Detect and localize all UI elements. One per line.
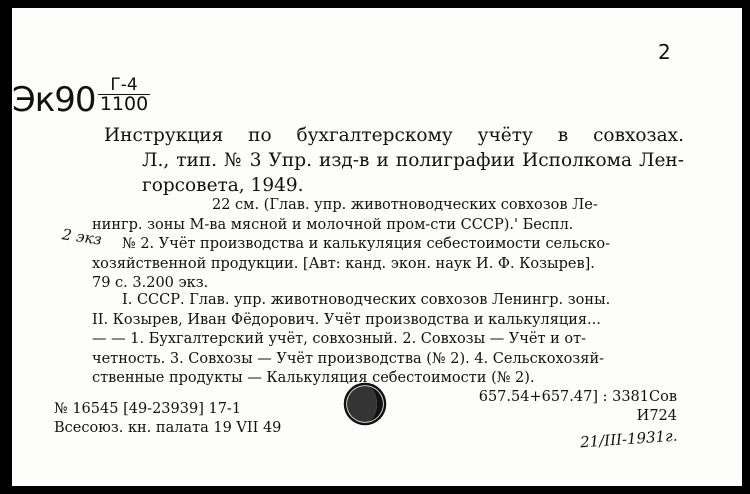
title-line-3: горсовета, 1949.: [142, 175, 304, 196]
shelfmark: [12, 75, 149, 120]
corner-mark: 2: [658, 40, 671, 64]
shelfmark-fraction-top: Г-4: [98, 76, 150, 95]
subject-headings: [92, 291, 678, 389]
description-line: № 2. Учёт производства и калькуляция себестоимости сельско-: [122, 236, 611, 252]
title-line-2: Л., тип. № 3 Упр. изд-в и полиграфии Исполкома Лен-: [142, 150, 684, 171]
subject-line: I. СССР. Глав. упр. животноводческих совхозов Ленингр. зоны.: [122, 292, 611, 308]
description-block: [92, 196, 678, 294]
subject-line: — — 1. Бухгалтерский учёт, совхозный. 2. Совхозы — Учёт и от-: [92, 331, 587, 347]
description-line: хозяйственной продукции. [Авт: канд. экон. наук И. Ф. Козырев].: [92, 255, 595, 272]
registration-number: № 16545 [49-23939] 17-1: [54, 401, 242, 417]
subject-line: II. Козырев, Иван Фёдорович. Учёт производства и калькуляция...: [92, 311, 601, 328]
chamber-date: Всесоюз. кн. палата 19 VII 49: [54, 420, 282, 436]
author-mark: И724: [636, 408, 677, 424]
description-line: 79 с. 3.200 экз.: [92, 275, 209, 291]
catalog-card: [12, 8, 742, 486]
classification-code: 657.54+657.47] : 3381Сов: [478, 389, 677, 405]
chamber-stamp-icon: [342, 381, 388, 427]
handwritten-note: 2 экз: [60, 225, 103, 249]
bottom-handwriting: 21/III-1931г.: [579, 426, 679, 452]
subject-line: ственные продукты — Калькуляция себестоимости (№ 2).: [92, 370, 535, 386]
footer-left: [54, 400, 281, 438]
shelfmark-main: Эк90: [12, 80, 96, 120]
shelfmark-fraction-bottom: 1100: [99, 93, 149, 115]
subject-line: четность. 3. Совхозы — Учёт производства (№ 2). 4. Сельскохозяй-: [92, 350, 605, 367]
title-line-1: Инструкция по бухгалтерскому учёту в совхозах.: [104, 125, 684, 146]
description-line: нингр. зоны М-ва мясной и молочной пром-сти СССР).' Беспл.: [92, 216, 574, 233]
description-line: 22 см. (Глав. упр. животноводческих совхозов Ле-: [212, 197, 598, 213]
footer-right: [467, 388, 677, 426]
shelfmark-fraction: [98, 76, 150, 113]
title-block: [104, 123, 684, 198]
